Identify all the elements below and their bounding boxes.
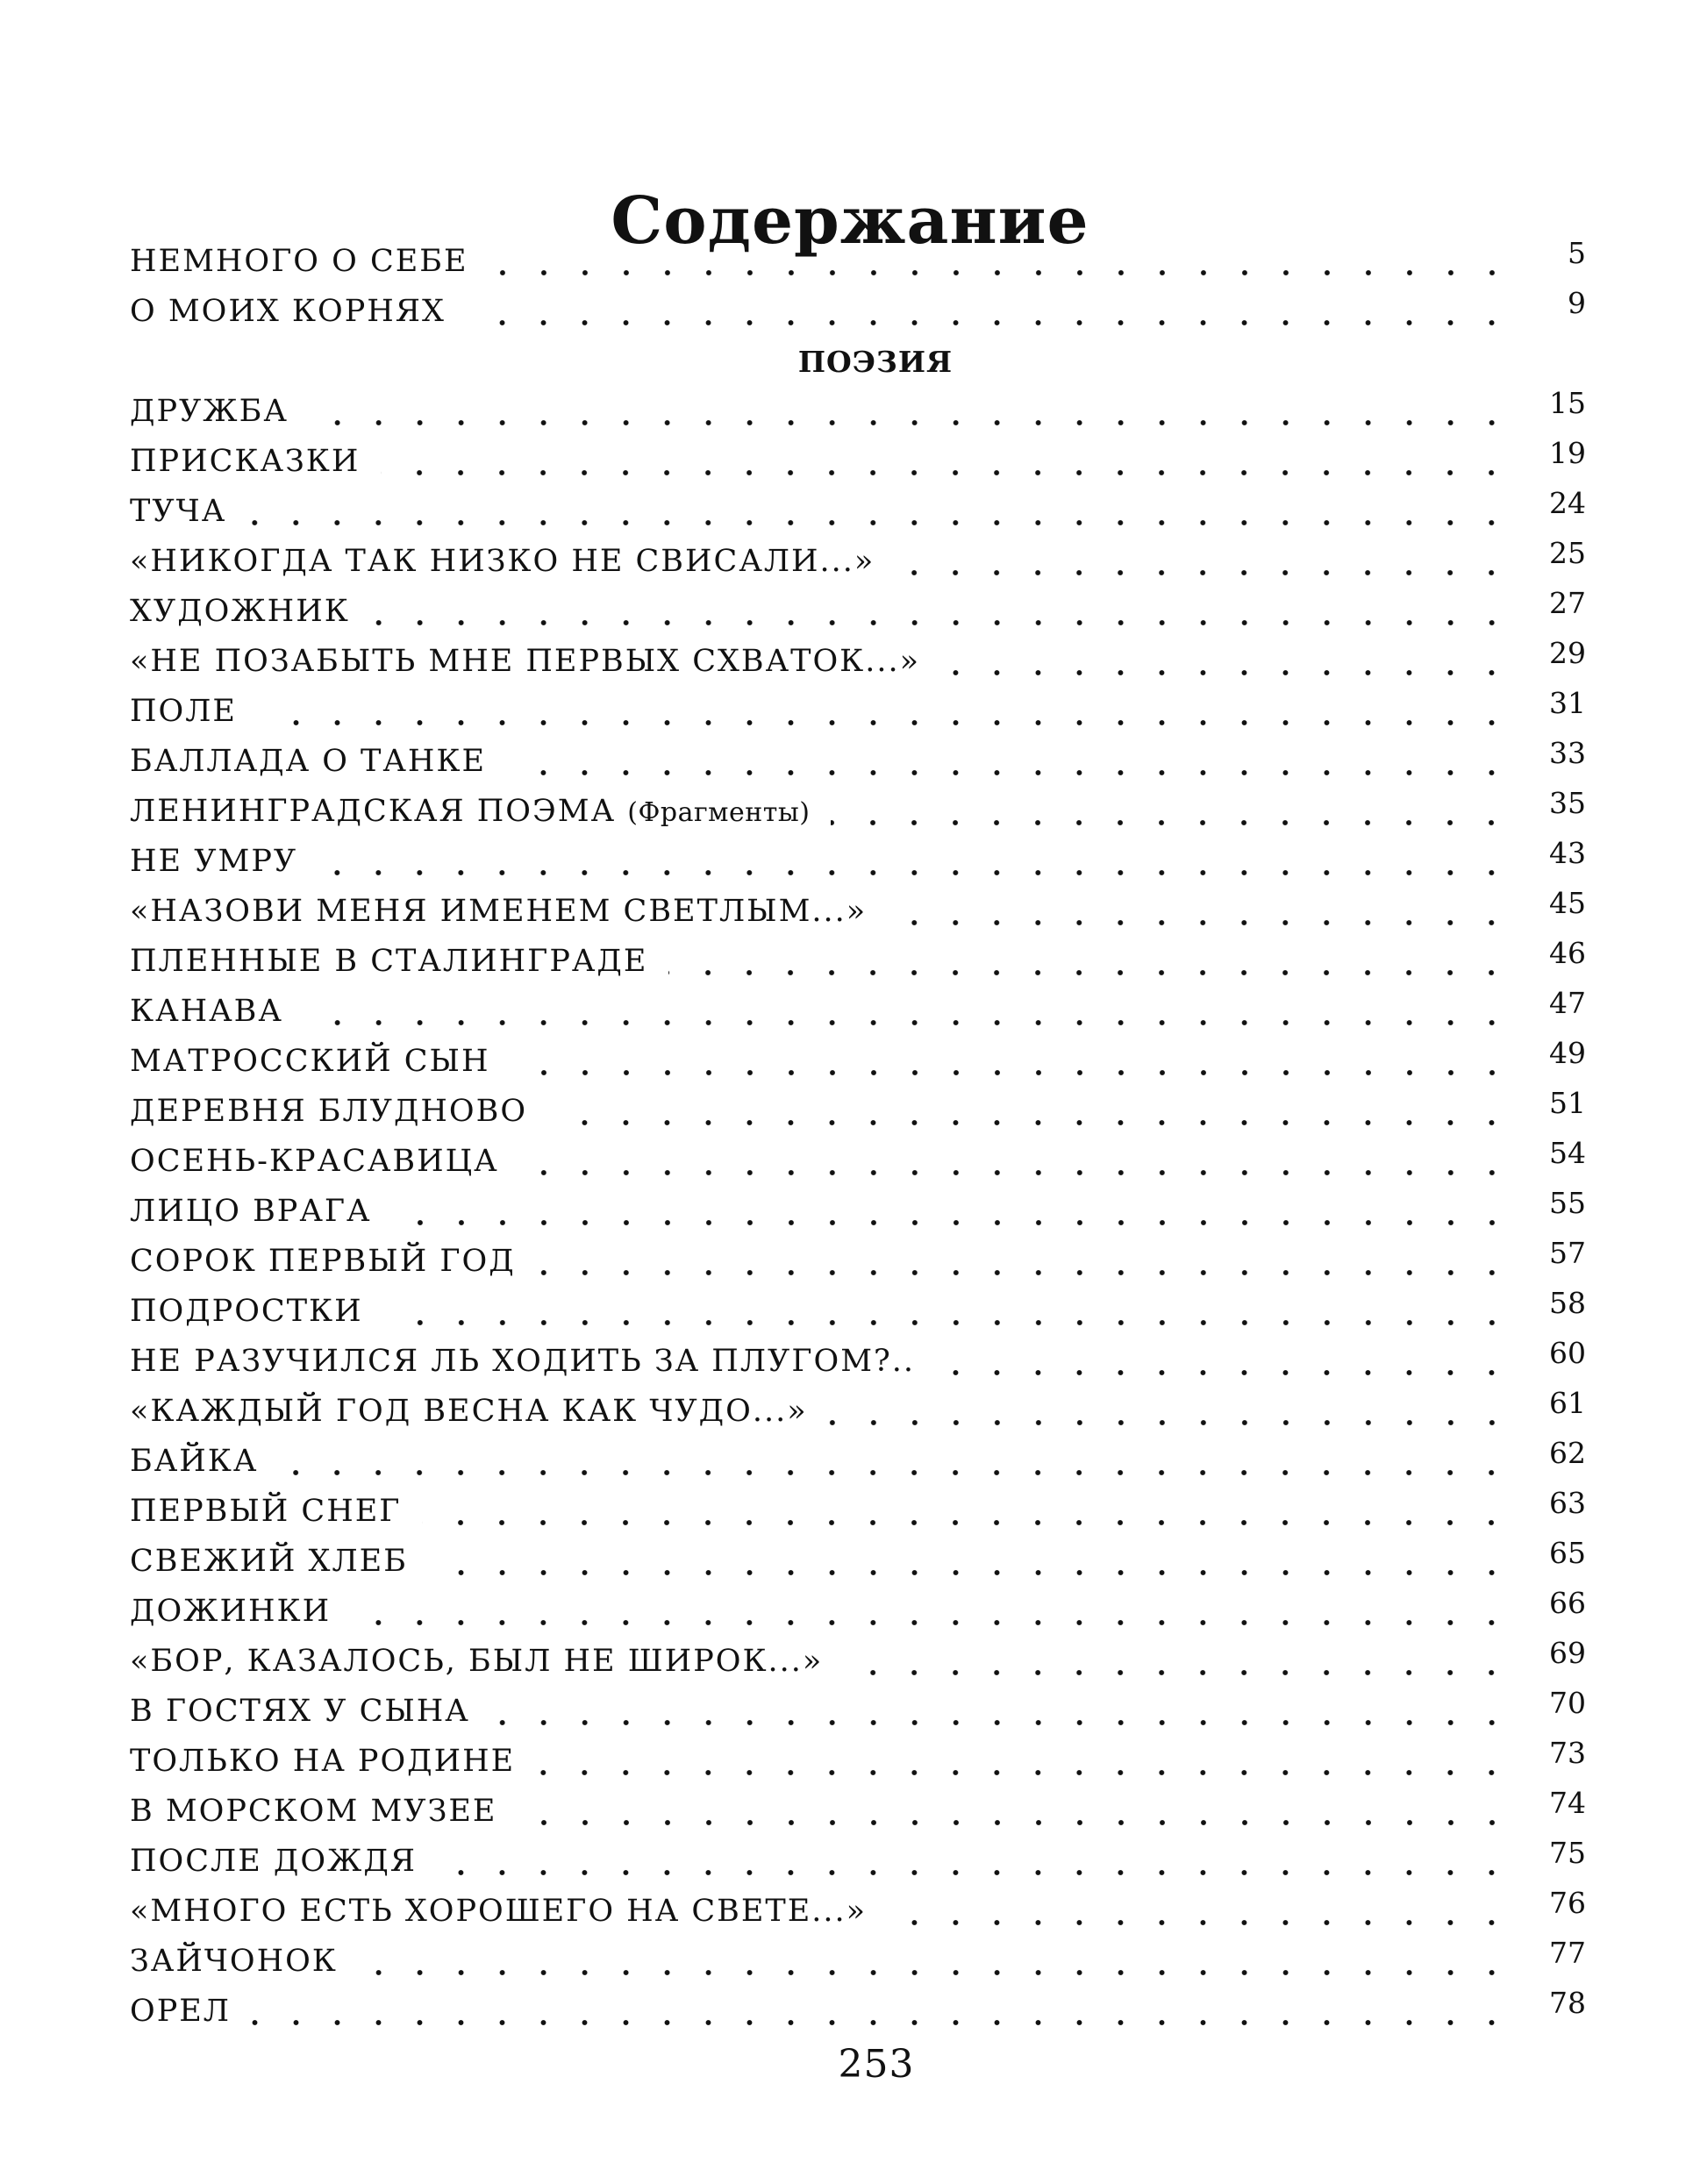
toc-entry-title [130, 496, 235, 527]
toc-entry-page: 70 [1549, 1686, 1586, 1720]
toc-entry-page: 73 [1549, 1736, 1586, 1770]
dot-leader [252, 2019, 1512, 2026]
toc-entry [130, 287, 1586, 337]
toc-entry-title-text: БАЙКА [130, 1444, 259, 1479]
toc-entry-title [130, 696, 246, 727]
toc-entry [130, 1637, 1586, 1687]
toc-entry-page: 35 [1549, 786, 1586, 820]
toc-entry-page: 77 [1549, 1936, 1586, 1970]
dot-leader [258, 719, 1512, 726]
toc-entry-title-text: ПЛЕННЫЕ В СТАЛИНГРАДЕ [130, 944, 648, 979]
toc-entry-title [130, 896, 875, 927]
toc-entry-page: 46 [1549, 936, 1586, 970]
toc-entry-title [130, 846, 306, 877]
toc-entry [130, 487, 1586, 537]
toc-entry-title-text: ТУЧА [130, 494, 227, 529]
dot-leader [537, 1269, 1512, 1276]
dot-leader [359, 1969, 1512, 1976]
toc-entry-title-text: ПОСЛЕ ДОЖДЯ [130, 1844, 418, 1879]
toc-entry [130, 537, 1586, 587]
toc-entry [130, 1187, 1586, 1237]
dot-leader [393, 1219, 1512, 1226]
page-number: 253 [838, 2042, 915, 2087]
toc-entry-title [130, 1146, 508, 1177]
toc-entry-title-text: В ГОСТЯХ У СЫНА [130, 1694, 470, 1729]
toc-entry [130, 887, 1586, 937]
dot-leader [381, 469, 1512, 476]
toc-entry [130, 387, 1586, 437]
toc-entry [130, 1037, 1586, 1087]
toc-entry-title-text: СВЕЖИЙ ХЛЕБ [130, 1544, 408, 1579]
toc-entry-page: 49 [1549, 1036, 1586, 1070]
toc-entry-title [130, 746, 495, 777]
toc-entry-page: 47 [1549, 986, 1586, 1020]
toc-entry-title-text: ПОЛЕ [130, 694, 237, 729]
toc-entry-page: 29 [1549, 636, 1586, 670]
dot-leader [507, 769, 1512, 776]
dot-leader [371, 619, 1512, 626]
toc-entry-page: 58 [1549, 1286, 1586, 1320]
dot-leader [511, 1069, 1513, 1076]
toc-entry-page: 54 [1549, 1136, 1586, 1170]
toc-entry-title [130, 796, 818, 827]
toc-entry-title [130, 1446, 267, 1477]
section-heading-row [130, 337, 1586, 387]
toc-entry-page: 19 [1549, 436, 1586, 470]
toc-entry-title [130, 1246, 525, 1277]
toc-entry-title-text: ПРИСКАЗКИ [130, 444, 361, 479]
toc-entry-page: 63 [1549, 1486, 1586, 1520]
toc-entry-page: 55 [1549, 1186, 1586, 1220]
dot-leader [491, 1719, 1512, 1726]
toc-entry-title [130, 1346, 924, 1377]
toc-entry-page: 74 [1549, 1786, 1586, 1820]
page-title: Содержание [611, 182, 1089, 259]
dot-leader [941, 669, 1512, 676]
toc-entry-title-text: НЕ УМРУ [130, 844, 298, 879]
toc-entry-title-text: «НИКОГДА ТАК НИЗКО НЕ СВИСАЛИ...» [130, 544, 875, 579]
dot-leader [467, 319, 1512, 326]
toc-entry-title-text: «МНОГО ЕСТЬ ХОРОШЕГО НА СВЕТЕ...» [130, 1894, 868, 1929]
toc-entry-title [130, 1296, 372, 1327]
toc-entry-title [130, 1196, 381, 1227]
toc-entry-title-text: МАТРОССКИЙ СЫН [130, 1044, 490, 1079]
toc-entry-title-text: «БОР, КАЗАЛОСЬ, БЫЛ НЕ ШИРОК...» [130, 1644, 824, 1679]
toc-entry-title [130, 596, 359, 627]
toc-entry [130, 687, 1586, 737]
dot-leader [520, 1169, 1512, 1176]
dot-leader [247, 519, 1512, 526]
dot-leader [831, 819, 1512, 826]
table-of-contents [130, 237, 1586, 2037]
toc-entry-title-text: ПОДРОСТКИ [130, 1294, 363, 1329]
dot-leader [318, 869, 1512, 876]
toc-entry [130, 1487, 1586, 1537]
toc-entry-title [130, 1096, 536, 1127]
toc-entry-page: 57 [1549, 1236, 1586, 1270]
toc-entry-page: 69 [1549, 1636, 1586, 1670]
toc-entry-title-text: ДОЖИНКИ [130, 1594, 332, 1629]
toc-entry [130, 1887, 1586, 1937]
toc-entry-title [130, 1846, 425, 1877]
toc-entry-title [130, 1796, 506, 1827]
toc-entry [130, 1237, 1586, 1287]
toc-entry [130, 1087, 1586, 1137]
toc-entry-title-text: ЗАЙЧОНОК [130, 1944, 338, 1979]
toc-entry-title [130, 446, 368, 477]
toc-entry-title-text: ХУДОЖНИК [130, 594, 350, 629]
dot-leader [548, 1119, 1512, 1126]
toc-entry [130, 1387, 1586, 1437]
toc-entry-page: 65 [1549, 1536, 1586, 1570]
toc-entry-title [130, 1946, 346, 1977]
toc-entry-page: 9 [1568, 286, 1586, 320]
toc-entry-title-text: НЕ РАЗУЧИЛСЯ ЛЬ ХОДИТЬ ЗА ПЛУГОМ?.. [130, 1344, 916, 1379]
toc-entry-page: 62 [1549, 1436, 1586, 1470]
toc-entry-title: О МОИХ КОРНЯХ [130, 294, 446, 329]
toc-entry-page: 78 [1549, 1986, 1586, 2020]
toc-entry-title [130, 996, 292, 1027]
toc-entry [130, 937, 1586, 987]
toc-entry-title: НЕМНОГО О СЕБЕ [130, 244, 468, 279]
dot-leader [536, 1769, 1512, 1776]
toc-entry-note: (Фрагменты) [627, 797, 811, 828]
toc-entry-page: 76 [1549, 1886, 1586, 1920]
toc-entry [130, 1587, 1586, 1637]
dot-leader [518, 1819, 1513, 1826]
toc-entry-title-text: ПЕРВЫЙ СНЕГ [130, 1494, 402, 1529]
toc-entry [130, 1837, 1586, 1887]
toc-entry-title-text: ЛИЦО ВРАГА [130, 1194, 372, 1229]
toc-entry [130, 1987, 1586, 2037]
toc-entry [130, 637, 1586, 687]
toc-entry-title-text: СОРОК ПЕРВЫЙ ГОД [130, 1244, 516, 1279]
dot-leader [936, 1369, 1512, 1376]
toc-entry-title-text: «КАЖДЫЙ ГОД ВЕСНА КАК ЧУДО...» [130, 1394, 808, 1429]
toc-entry-title [130, 1896, 875, 1927]
toc-entry-title [130, 1496, 410, 1527]
toc-entry [130, 1787, 1586, 1837]
dot-leader [422, 1519, 1512, 1526]
toc-entry-page: 61 [1549, 1386, 1586, 1420]
toc-entry-title-text: В МОРСКОМ МУЗЕЕ [130, 1794, 497, 1829]
toc-entry-title-text: ДЕРЕВНЯ БЛУДНОВО [130, 1094, 528, 1129]
toc-entry [130, 1737, 1586, 1787]
toc-entry [130, 1287, 1586, 1337]
toc-entry-page: 60 [1549, 1336, 1586, 1370]
toc-entry-title-text: ТОЛЬКО НА РОДИНЕ [130, 1744, 516, 1779]
dot-leader [304, 1019, 1512, 1026]
toc-entry [130, 1137, 1586, 1187]
toc-entry-title [130, 1046, 499, 1077]
dot-leader [429, 1569, 1512, 1576]
toc-entry [130, 587, 1586, 637]
toc-entry-page: 51 [1549, 1086, 1586, 1120]
toc-entry-page: 5 [1568, 236, 1586, 270]
toc-entry-title [130, 546, 883, 577]
dot-leader [352, 1619, 1512, 1626]
toc-entry [130, 1437, 1586, 1487]
toc-entry-page: 43 [1549, 836, 1586, 870]
toc-entry-page: 25 [1549, 536, 1586, 570]
toc-entry-title [130, 1646, 832, 1677]
toc-entry [130, 437, 1586, 487]
dot-leader [844, 1669, 1512, 1676]
toc-entry-page: 66 [1549, 1586, 1586, 1620]
toc-entry-title-text: БАЛЛАДА О ТАНКЕ [130, 744, 487, 779]
toc-entry [130, 1937, 1586, 1987]
toc-entry-page: 24 [1549, 486, 1586, 520]
toc-entry-page: 15 [1549, 386, 1586, 420]
dot-leader [384, 1319, 1512, 1326]
toc-entry-page: 45 [1549, 886, 1586, 920]
dot-leader [896, 569, 1512, 576]
toc-entry-page: 75 [1549, 1836, 1586, 1870]
toc-entry [130, 1687, 1586, 1737]
dot-leader [489, 269, 1512, 276]
toc-entry-title [130, 1696, 479, 1727]
toc-entry [130, 1337, 1586, 1387]
toc-entry-title-text: ОРЕЛ [130, 1994, 231, 2029]
toc-entry-page: 31 [1549, 686, 1586, 720]
dot-leader [438, 1869, 1512, 1876]
toc-entry-title-text: КАНАВА [130, 994, 283, 1029]
dot-leader [829, 1419, 1512, 1426]
dot-leader [888, 919, 1512, 926]
toc-entry-title-text: «НЕ ПОЗАБЫТЬ МНЕ ПЕРВЫХ СХВАТОК...» [130, 644, 921, 679]
section-heading: ПОЭЗИЯ [797, 345, 954, 379]
toc-entry [130, 787, 1586, 837]
toc-entry [130, 737, 1586, 787]
toc-entry-title-text: ОСЕНЬ-КРАСАВИЦА [130, 1144, 499, 1179]
toc-entry-title [130, 1396, 817, 1427]
dot-leader [310, 419, 1512, 426]
toc-entry [130, 1537, 1586, 1587]
toc-entry-title [130, 1996, 239, 2027]
toc-entry-title [130, 1596, 339, 1627]
toc-entry-title [130, 396, 297, 427]
toc-entry [130, 837, 1586, 887]
dot-leader [888, 1919, 1512, 1926]
toc-entry-title-text: ЛЕНИНГРАДСКАЯ ПОЭМА [130, 794, 617, 829]
toc-entry-title [130, 646, 929, 677]
toc-entry-title [130, 1546, 417, 1577]
toc-entry-title-text: ДРУЖБА [130, 394, 289, 429]
toc-entry-page: 33 [1549, 736, 1586, 770]
toc-entry [130, 987, 1586, 1037]
toc-entry-title-text: «НАЗОВИ МЕНЯ ИМЕНЕМ СВЕТЛЫМ...» [130, 894, 868, 929]
toc-entry-page: 27 [1549, 586, 1586, 620]
dot-leader [668, 969, 1512, 976]
toc-entry [130, 237, 1586, 287]
toc-entry-title [130, 1746, 524, 1777]
dot-leader [279, 1469, 1512, 1476]
toc-entry-title [130, 946, 656, 977]
